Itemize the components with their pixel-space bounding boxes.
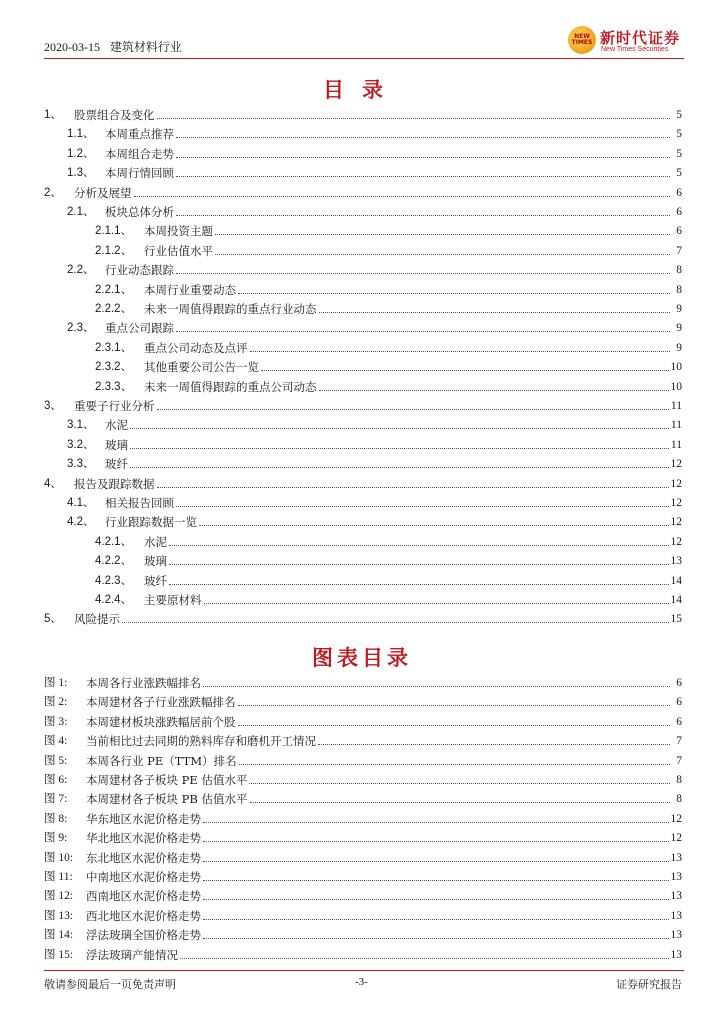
logo-name-en: New Times Securities — [601, 46, 669, 53]
toc-entry-label: 重点公司跟踪 — [105, 321, 174, 336]
dot-leader — [176, 331, 670, 332]
dot-leader — [238, 705, 671, 706]
toc-entry-page: 12 — [670, 458, 682, 471]
toc-entry-page: 9 — [676, 322, 682, 335]
toc-entry-label: 板块总体分析 — [105, 205, 174, 219]
toc-entry[interactable] — [95, 569, 682, 588]
toc-entry-number: 1、 — [44, 109, 62, 121]
figure-entry[interactable] — [44, 787, 682, 806]
toc-entry-page: 9 — [676, 303, 682, 315]
toc-entry-number: 1.2、 — [67, 147, 95, 160]
toc-entry-page: 5 — [676, 128, 682, 141]
toc-entry-label: 本周组合走势 — [105, 146, 174, 161]
figure-entry-label: 东北地区水泥价格走势 — [86, 850, 201, 865]
toc-entry-number: 4.2、 — [67, 516, 95, 529]
logo-name-cn: 新时代证券 — [600, 29, 681, 47]
figure-entry-number: 图 2: — [44, 696, 68, 709]
toc-entry[interactable] — [44, 472, 682, 491]
toc-entry-number: 3、 — [44, 400, 62, 412]
dot-leader — [318, 744, 670, 745]
dot-leader — [203, 919, 669, 920]
page-number: -3- — [355, 976, 368, 988]
report-type: 证券研究报告 — [616, 978, 682, 991]
figure-entry-label: 华北地区水泥价格走势 — [86, 831, 201, 846]
figure-entry-page: 13 — [670, 871, 682, 883]
figure-entry-number: 图 6: — [44, 774, 68, 786]
figure-entry-number: 图 14: — [44, 929, 74, 942]
toc-entry-number: 2.2.2、 — [95, 303, 133, 315]
figure-entry-number: 图 13: — [44, 909, 74, 922]
dot-leader — [134, 196, 671, 197]
figure-entry-label: 本周建材各子板块 PB 估值水平 — [86, 792, 248, 807]
figure-entry[interactable] — [44, 884, 682, 903]
dot-leader — [176, 273, 670, 274]
figure-entry-page: 6 — [676, 677, 682, 689]
toc-entry-number: 2.1、 — [67, 206, 95, 218]
figure-entry-label: 当前相比过去同期的熟料库存和磨机开工情况 — [86, 734, 316, 749]
toc-entry-label: 行业动态跟踪 — [105, 263, 174, 278]
dot-leader — [238, 725, 671, 726]
toc-entry-number: 4.2.1、 — [95, 535, 133, 548]
toc-entry-page: 5 — [676, 147, 682, 160]
figure-entry[interactable] — [44, 846, 682, 865]
toc-entry-number: 3.3、 — [67, 458, 95, 471]
dot-leader — [169, 545, 669, 546]
figure-entry[interactable] — [44, 690, 682, 709]
toc-entry-number: 3.2、 — [67, 438, 95, 451]
toc-entry-page: 5 — [676, 109, 682, 121]
toc-entry-page: 8 — [676, 264, 682, 277]
toc-entry-number: 2.1.1、 — [95, 225, 133, 238]
figure-entry-label: 西北地区水泥价格走势 — [86, 908, 201, 923]
dot-leader — [130, 467, 669, 468]
figure-entry-number: 图 10: — [44, 851, 74, 864]
toc-entry-label: 本周重点推荐 — [105, 127, 174, 142]
dot-leader — [203, 861, 669, 862]
figure-entry-number: 图 9: — [44, 832, 68, 845]
toc-entry-page: 12 — [670, 516, 682, 529]
figure-entry-number: 图 7: — [44, 793, 68, 806]
toc-entry[interactable] — [44, 394, 682, 413]
dot-leader — [169, 584, 669, 585]
figure-entry-label: 本周建材板块涨跌幅居前个股 — [86, 714, 236, 729]
toc-entry-number: 2.3.3、 — [95, 380, 133, 393]
figure-entry-number: 图 12: — [44, 890, 74, 903]
footer-rule — [44, 970, 684, 971]
toc-entry-page: 12 — [670, 497, 682, 509]
toc-entry[interactable] — [95, 588, 682, 607]
toc-entry-number: 2.2、 — [67, 264, 95, 277]
dot-leader — [261, 370, 669, 371]
dot-leader — [203, 899, 669, 900]
toc-entry[interactable] — [67, 510, 682, 529]
toc-entry-number: 2.1.2、 — [95, 244, 133, 257]
figure-entry[interactable] — [44, 710, 682, 729]
dot-leader — [199, 525, 669, 526]
figure-entry-number: 图 4: — [44, 735, 68, 748]
toc-entry-page: 8 — [676, 283, 682, 296]
toc-entry-page: 7 — [676, 244, 682, 257]
toc-entry-label: 未来一周值得跟踪的重点行业动态 — [144, 302, 317, 316]
toc-entry-label: 玻璃 — [144, 554, 167, 569]
dot-leader — [204, 603, 669, 604]
figure-entry-label: 西南地区水泥价格走势 — [86, 889, 201, 904]
figure-entry-page: 13 — [670, 948, 682, 961]
toc-entry[interactable] — [67, 161, 682, 180]
toc-entry-label: 水泥 — [105, 418, 128, 433]
toc-entry[interactable] — [95, 375, 682, 394]
toc-entry-number: 2、 — [44, 186, 62, 199]
figure-entry-number: 图 15: — [44, 948, 74, 961]
toc-entry-page: 15 — [670, 613, 682, 626]
disclaimer-note: 敬请参阅最后一页免责声明 — [44, 978, 176, 991]
figure-entry[interactable] — [44, 904, 682, 923]
toc-entry[interactable] — [67, 142, 682, 161]
toc-entry-label: 水泥 — [144, 534, 167, 549]
dot-leader — [157, 409, 669, 410]
toc-entry-page: 6 — [676, 225, 682, 238]
toc-entry-label: 未来一周值得跟踪的重点公司动态 — [144, 379, 317, 394]
figure-entry-page: 7 — [676, 735, 682, 748]
toc-entry[interactable] — [44, 607, 682, 626]
dot-leader — [239, 764, 670, 765]
toc-entry-number: 4、 — [44, 477, 62, 490]
toc-entry-page: 9 — [676, 341, 682, 354]
dot-leader — [176, 506, 669, 507]
figure-entry-label: 本周建材各子板块 PE 估值水平 — [86, 773, 248, 787]
figure-entry-page: 8 — [676, 774, 682, 786]
figure-entry-page: 13 — [670, 890, 682, 903]
dot-leader — [176, 137, 670, 138]
industry-name: 建筑材料行业 — [109, 40, 182, 54]
toc-entry-number: 1.3、 — [67, 167, 95, 180]
dot-leader — [176, 176, 670, 177]
toc-entry-page: 6 — [676, 186, 682, 199]
toc-entry-page: 12 — [670, 535, 682, 548]
toc-entry-number: 2.3、 — [67, 322, 95, 335]
figure-entry[interactable] — [44, 943, 682, 962]
dot-leader — [203, 938, 669, 939]
dot-leader — [319, 390, 669, 391]
toc-entry[interactable] — [95, 549, 682, 568]
toc-entry-label: 玻璃 — [105, 437, 128, 452]
dot-leader — [176, 215, 670, 216]
figure-entry[interactable] — [44, 923, 682, 942]
figure-entry[interactable] — [44, 768, 682, 787]
toc-entry-label: 行业跟踪数据一览 — [105, 515, 197, 530]
dot-leader — [250, 351, 671, 352]
toc-entry-page: 14 — [670, 574, 682, 587]
dot-leader — [169, 564, 669, 565]
toc-entry-page: 12 — [670, 477, 682, 490]
toc-entry[interactable] — [67, 491, 682, 510]
figure-entry-page: 12 — [670, 832, 682, 845]
figure-entry-page: 12 — [670, 812, 682, 825]
toc-entry[interactable] — [67, 122, 682, 141]
toc-entry[interactable] — [95, 239, 682, 258]
toc-entry-page: 10 — [670, 380, 682, 393]
toc-entry[interactable] — [67, 316, 682, 335]
figure-entry[interactable] — [44, 826, 682, 845]
toc-entry-number: 4.1、 — [67, 497, 95, 509]
figure-entry-page: 6 — [676, 715, 682, 728]
dot-leader — [215, 234, 670, 235]
dot-leader — [215, 254, 670, 255]
dot-leader — [203, 822, 669, 823]
toc-entry[interactable] — [67, 433, 682, 452]
figure-entry[interactable] — [44, 807, 682, 826]
dot-leader — [203, 686, 670, 687]
toc-entry[interactable] — [95, 297, 682, 316]
toc-entry[interactable] — [67, 200, 682, 219]
dot-leader — [238, 293, 670, 294]
logo-mark: NEW TIMES — [568, 26, 596, 54]
figure-entry-label: 本周建材各子行业涨跌幅排名 — [86, 695, 236, 710]
toc-entry-label: 本周行业重要动态 — [144, 282, 236, 297]
toc-entry-number: 2.3.1、 — [95, 341, 133, 354]
toc-entry-label: 股票组合及变化 — [74, 108, 155, 122]
figure-list-title: 图表目录 — [312, 646, 412, 670]
dot-leader — [203, 880, 669, 881]
figure-entry-page: 6 — [676, 696, 682, 709]
toc-entry-label: 本周投资主题 — [144, 224, 213, 239]
dot-leader — [319, 312, 671, 313]
toc-entry-label: 相关报告回顾 — [105, 496, 174, 510]
toc-entry-number: 5、 — [44, 613, 62, 626]
dot-leader — [203, 841, 669, 842]
toc-entry-number: 3.1、 — [67, 419, 95, 432]
toc-title: 目录 — [323, 78, 401, 102]
toc-entry[interactable] — [95, 355, 682, 374]
toc-entry[interactable] — [95, 336, 682, 355]
toc-entry-label: 报告及跟踪数据 — [74, 476, 155, 491]
figure-entry[interactable] — [44, 671, 682, 690]
figure-entry-page: 8 — [676, 793, 682, 806]
toc-entry-label: 本周行情回顾 — [105, 166, 174, 181]
toc-entry-label: 主要原材料 — [144, 593, 202, 607]
toc-entry-number: 2.2.1、 — [95, 283, 133, 296]
toc-entry[interactable] — [95, 219, 682, 238]
toc-entry[interactable] — [95, 530, 682, 549]
toc-entry-label: 行业估值水平 — [144, 243, 213, 258]
figure-entry-label: 浮法玻璃全国价格走势 — [86, 928, 201, 943]
toc-entry-page: 6 — [676, 206, 682, 218]
figure-entry[interactable] — [44, 729, 682, 748]
toc-entry-page: 14 — [670, 594, 682, 606]
figure-entry-number: 图 1: — [44, 677, 68, 689]
toc-entry-number: 4.2.3、 — [95, 574, 133, 587]
dot-leader — [180, 958, 669, 959]
toc-entry-label: 其他重要公司公告一览 — [144, 360, 259, 375]
dot-leader — [157, 118, 671, 119]
toc-entry-label: 重点公司动态及点评 — [144, 340, 248, 355]
dot-leader — [130, 428, 669, 429]
header-rule — [44, 58, 684, 59]
dot-leader — [130, 448, 669, 449]
report-date: 2020-03-15 — [44, 40, 100, 54]
dot-leader — [176, 157, 670, 158]
company-logo — [568, 26, 688, 56]
toc-entry[interactable] — [44, 103, 682, 122]
toc-entry-page: 11 — [670, 419, 682, 432]
toc-entry[interactable] — [67, 413, 682, 432]
toc-entry[interactable] — [67, 258, 682, 277]
toc-entry-page: 13 — [670, 555, 682, 568]
toc-entry-label: 风险提示 — [74, 612, 120, 627]
toc-entry[interactable] — [44, 181, 682, 200]
toc-entry[interactable] — [67, 452, 682, 471]
toc-entry-number: 1.1、 — [67, 128, 95, 141]
toc-entry-label: 重要子行业分析 — [74, 399, 155, 413]
figure-entry-label: 本周各行业 PE（TTM）排名 — [86, 753, 237, 768]
figure-entry-label: 中南地区水泥价格走势 — [86, 870, 201, 884]
toc-entry-page: 11 — [670, 400, 682, 412]
toc-entry-page: 11 — [670, 438, 682, 451]
dot-leader — [249, 783, 670, 784]
toc-entry-number: 4.2.2、 — [95, 555, 133, 568]
figure-entry-label: 华东地区水泥价格走势 — [86, 811, 201, 826]
dot-leader — [157, 487, 669, 488]
figure-entry-label: 本周各行业涨跌幅排名 — [86, 676, 201, 690]
toc-entry-number: 2.3.2、 — [95, 361, 133, 374]
toc-entry-page: 5 — [676, 167, 682, 180]
dot-leader — [250, 802, 671, 803]
figure-entry-number: 图 3: — [44, 715, 68, 728]
figure-entry[interactable] — [44, 865, 682, 884]
figure-entry-number: 图 11: — [44, 871, 73, 883]
figure-entry-page: 13 — [670, 851, 682, 864]
page-header — [44, 38, 182, 55]
toc-entry-number: 4.2.4、 — [95, 594, 133, 606]
figure-entry-number: 图 5: — [44, 754, 68, 767]
toc-entry[interactable] — [95, 278, 682, 297]
toc-entry-label: 分析及展望 — [74, 185, 132, 200]
figure-entry-page: 13 — [670, 909, 682, 922]
dot-leader — [122, 622, 669, 623]
figure-entry-page: 7 — [676, 754, 682, 767]
figure-entry-number: 图 8: — [44, 812, 68, 825]
toc-entry-label: 玻纤 — [144, 573, 167, 588]
figure-entry[interactable] — [44, 749, 682, 768]
toc-entry-page: 10 — [670, 361, 682, 374]
toc-entry-label: 玻纤 — [105, 457, 128, 472]
figure-entry-label: 浮法玻璃产能情况 — [86, 947, 178, 962]
figure-entry-page: 13 — [670, 929, 682, 942]
